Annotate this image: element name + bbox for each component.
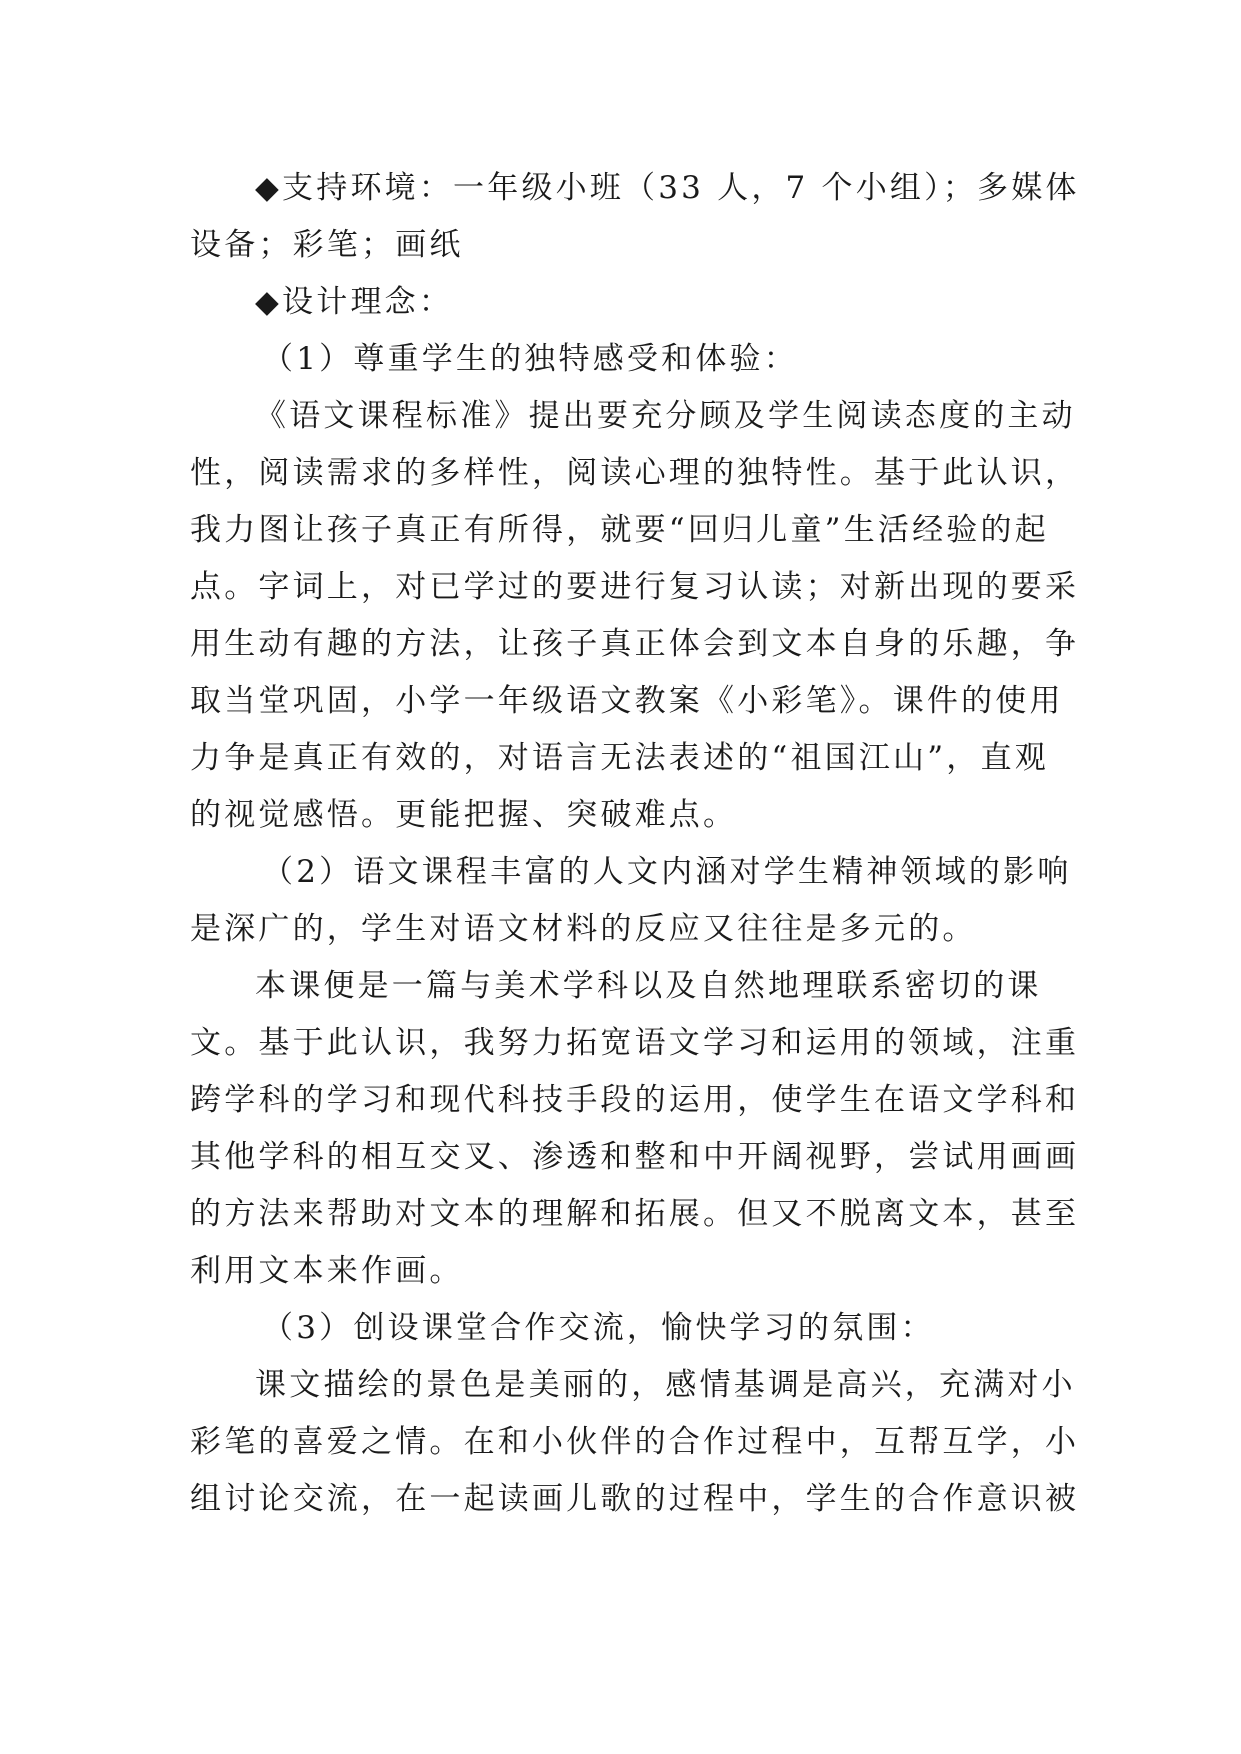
text-line: ◆支持环境：一年级小班（33 人，7 个小组）；多媒体 — [255, 170, 1080, 206]
text-line: 《语文课程标准》提出要充分顾及学生阅读态度的主动 — [255, 398, 1076, 434]
text-line: 设备；彩笔；画纸 — [190, 227, 464, 263]
text-line: 我力图让孩子真正有所得，就要“回归儿童”生活经验的起 — [190, 512, 1049, 548]
text-line: 性，阅读需求的多样性，阅读心理的独特性。基于此认识， — [190, 455, 1080, 491]
text-line: 点。字词上，对已学过的要进行复习认读；对新出现的要采 — [190, 569, 1080, 605]
text-line: 本课便是一篇与美术学科以及自然地理联系密切的课 — [255, 968, 1042, 1004]
text-line: 是深广的，学生对语文材料的反应又往往是多元的。 — [190, 911, 977, 947]
text-line: 利用文本来作画。 — [190, 1253, 464, 1289]
text-line: 跨学科的学习和现代科技手段的运用，使学生在语文学科和 — [190, 1082, 1080, 1118]
text-line: 文。基于此认识，我努力拓宽语文学习和运用的领域，注重 — [190, 1025, 1080, 1061]
text-line: 的视觉感悟。更能把握、突破难点。 — [190, 797, 738, 833]
text-line: （3）创设课堂合作交流，愉快学习的氛围： — [262, 1310, 935, 1346]
text-line: 课文描绘的景色是美丽的，感情基调是高兴，充满对小 — [255, 1367, 1076, 1403]
text-line: 的方法来帮助对文本的理解和拓展。但又不脱离文本，甚至 — [190, 1196, 1080, 1232]
text-line: 力争是真正有效的，对语言无法表述的“祖国江山”，直观 — [190, 740, 1049, 776]
text-line: 其他学科的相互交叉、渗透和整和中开阔视野，尝试用画画 — [190, 1139, 1080, 1175]
text-line: 用生动有趣的方法，让孩子真正体会到文本自身的乐趣，争 — [190, 626, 1080, 662]
text-line: 取当堂巩固，小学一年级语文教案《小彩笔》。课件的使用 — [190, 683, 1064, 719]
text-line: 组讨论交流，在一起读画儿歌的过程中，学生的合作意识被 — [190, 1481, 1080, 1517]
text-line: （2）语文课程丰富的人文内涵对学生精神领域的影响 — [262, 854, 1072, 890]
text-line: ◆设计理念： — [255, 284, 454, 320]
text-line: （1）尊重学生的独特感受和体验： — [262, 341, 798, 377]
text-line: 彩笔的喜爱之情。在和小伙伴的合作过程中，互帮互学，小 — [190, 1424, 1080, 1460]
